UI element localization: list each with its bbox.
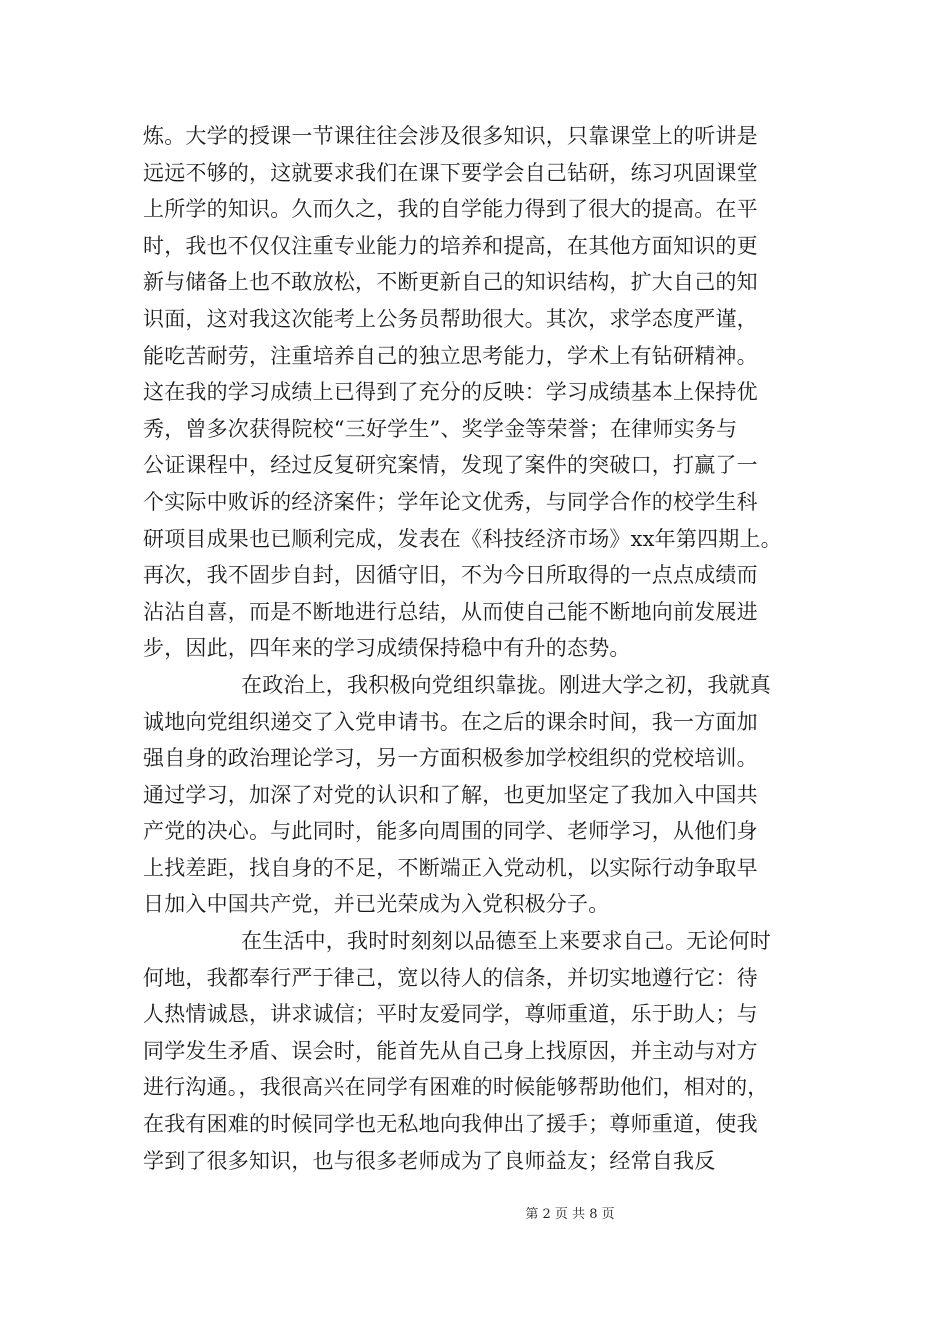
text-line: 产党的决心。与此同时，能多向周围的同学、老师学习，从他们身 [143,819,758,844]
paragraph-start-line: 在生活中，我时时刻刻以品德至上来要求自己。无论何时 [241,929,771,954]
text-line: 研项目成果也已顺利完成，发表在《科技经济市场》xx年第四期上。 [143,526,782,551]
text-line: 同学发生矛盾、误会时，能首先从自己身上找原因，并主动与对方 [143,1038,758,1063]
text-line: 沾沾自喜，而是不断地进行总结，从而使自己能不断地向前发展进 [143,599,758,624]
text-line: 上找差距，找自身的不足，不断端正入党动机，以实际行动争取早 [143,855,758,880]
text-line: 识面，这对我这次能考上公务员帮助很大。其次，求学态度严谨， [143,306,758,331]
text-line: 炼。大学的授课一节课往往会涉及很多知识，只靠课堂上的听讲是 [143,124,758,148]
text-line: 步，因此，四年来的学习成绩保持稳中有升的态势。 [143,636,631,661]
text-line: 诚地向党组织递交了入党申请书。在之后的课余时间，我一方面加 [143,709,758,734]
text-line: 公证课程中，经过反复研究案情，发现了案件的突破口，打赢了一 [143,453,758,478]
paragraph-start-line: 在政治上，我积极向党组织靠拢。刚进大学之初，我就真 [241,672,771,697]
text-line: 秀，曾多次获得院校“三好学生”、奖学金等荣誉；在律师实务与 [143,416,738,441]
text-line: 在我有困难的时候同学也无私地向我伸出了援手；尊师重道，使我 [143,1112,758,1137]
text-line: 学到了很多知识，也与很多老师成为了良师益友；经常自我反 [143,1148,716,1173]
text-line: 通过学习，加深了对党的认识和了解，也更加坚定了我加入中国共 [143,782,758,807]
text-line: 个实际中败诉的经济案件；学年论文优秀，与同学合作的校学生科 [143,489,758,514]
text-line: 再次，我不固步自封，因循守旧，不为今日所取得的一点点成绩而 [143,563,758,588]
text-line: 人热情诚恳，讲求诚信；平时友爱同学，尊师重道，乐于助人；与 [143,1002,758,1027]
body-text [143,118,823,1179]
text-line: 能吃苦耐劳，注重培养自己的独立思考能力，学术上有钻研精神。 [143,343,758,368]
text-line: 时，我也不仅仅注重专业能力的培养和提高，在其他方面知识的更 [143,233,758,258]
page-number-footer: 第 2 页 共 8 页 [525,1207,615,1222]
text-line: 何地，我都奉行严于律己，宽以待人的信条，并切实地遵行它：待 [143,965,758,990]
text-line: 强自身的政治理论学习，另一方面积极参加学校组织的党校培训。 [143,746,758,771]
text-line: 进行沟通。，我很高兴在同学有困难的时候能够帮助他们，相对的， [143,1075,769,1100]
text-line: 远远不够的，这就要求我们在课下要学会自己钻研，练习巩固课堂 [143,160,758,185]
text-line: 上所学的知识。久而久之，我的自学能力得到了很大的提高。在平 [143,197,758,222]
text-line: 这在我的学习成绩上已得到了充分的反映：学习成绩基本上保持优 [143,380,758,405]
text-line: 日加入中国共产党，并已光荣成为入党积极分子。 [143,892,610,917]
text-line: 新与储备上也不敢放松，不断更新自己的知识结构，扩大自己的知 [143,270,758,295]
